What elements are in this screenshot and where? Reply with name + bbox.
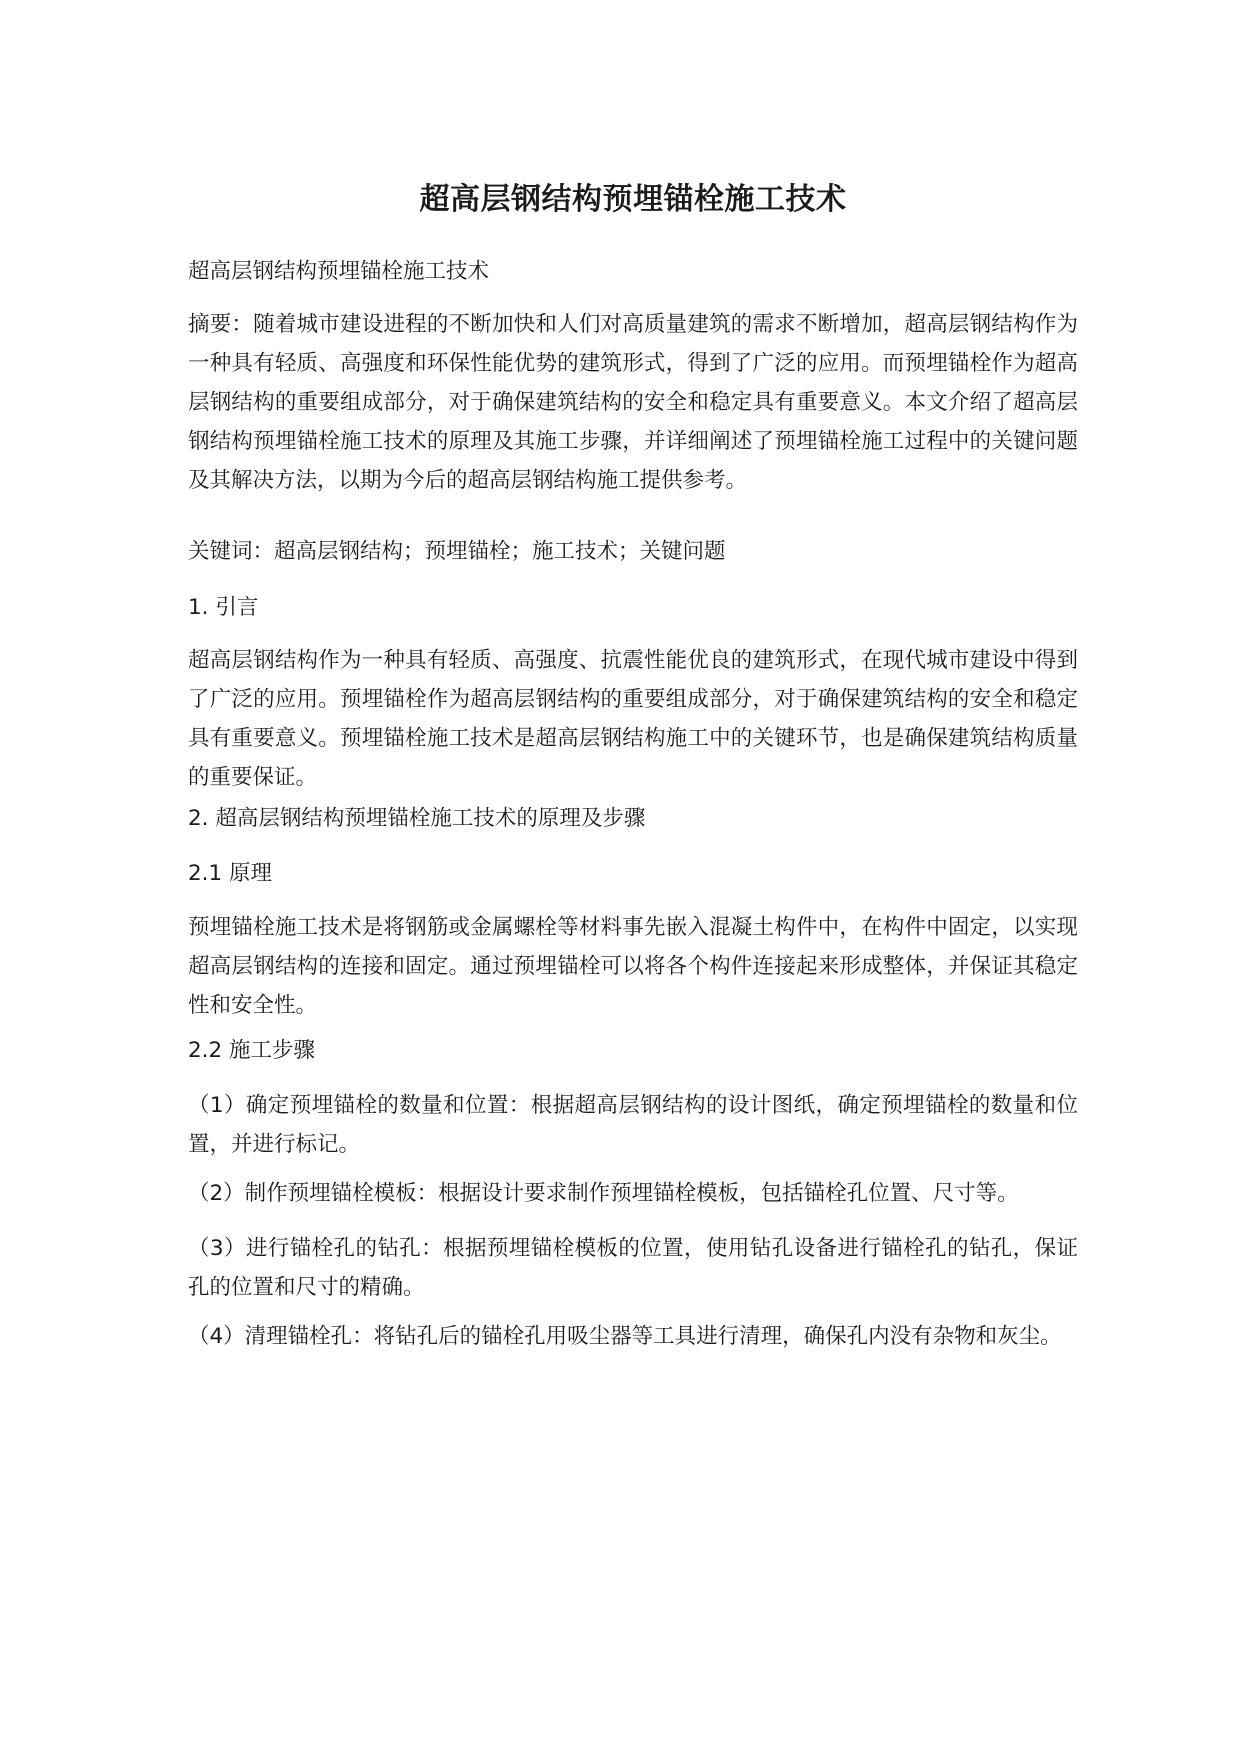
step-3-paragraph: （3）进行锚栓孔的钻孔：根据预埋锚栓模板的位置，使用钻孔设备进行锚栓孔的钻孔，保证孔的位置和尺寸的精确。	[188, 1236, 1078, 1300]
introduction-paragraph: 超高层钢结构作为一种具有轻质、高强度、抗震性能优良的建筑形式，在现代城市建设中得到了广泛的应用。预埋锚栓作为超高层钢结构的重要组成部分，对于确保建筑结构的安全和稳定具有重要意义。预埋锚栓施工技术是超高层钢结构施工中的关键环节，也是确保建筑结构质量的重要保证。	[188, 648, 1078, 790]
subsection-heading-steps: 2.2 施工步骤	[188, 1038, 316, 1063]
subtitle-paragraph: 超高层钢结构预埋锚栓施工技术	[188, 259, 490, 284]
section-heading-principle-steps: 2. 超高层钢结构预埋锚栓施工技术的原理及步骤	[188, 806, 646, 831]
step-1-paragraph: （1）确定预埋锚栓的数量和位置：根据超高层钢结构的设计图纸，确定预埋锚栓的数量和位置，并进行标记。	[188, 1093, 1078, 1157]
document-title: 超高层钢结构预埋锚栓施工技术	[419, 182, 847, 217]
section-heading-introduction: 1. 引言	[188, 595, 259, 620]
step-2-paragraph: （2）制作预埋锚栓模板：根据设计要求制作预埋锚栓模板，包括锚栓孔位置、尺寸等。	[188, 1181, 1019, 1206]
abstract-paragraph: 摘要：随着城市建设进程的不断加快和人们对高质量建筑的需求不断增加，超高层钢结构作为一种具有轻质、高强度和环保性能优势的建筑形式，得到了广泛的应用。而预埋锚栓作为超高层钢结构的重要组成部分，对于确保建筑结构的安全和稳定具有重要意义。本文介绍了超高层钢结构预埋锚栓施工技术的原理及其施工步骤，并详细阐述了预埋锚栓施工过程中的关键问题及其解决方法，以期为今后的超高层钢结构施工提供参考。	[188, 312, 1078, 493]
subsection-heading-principle: 2.1 原理	[188, 861, 273, 886]
keywords-paragraph: 关键词：超高层钢结构；预埋锚栓；施工技术；关键问题	[188, 539, 726, 564]
principle-paragraph: 预埋锚栓施工技术是将钢筋或金属螺栓等材料事先嵌入混凝土构件中，在构件中固定，以实现超高层钢结构的连接和固定。通过预埋锚栓可以将各个构件连接起来形成整体，并保证其稳定性和安全性。	[188, 915, 1078, 1018]
step-4-paragraph: （4）清理锚栓孔：将钻孔后的锚栓孔用吸尘器等工具进行清理，确保孔内没有杂物和灰尘。	[188, 1324, 1062, 1349]
